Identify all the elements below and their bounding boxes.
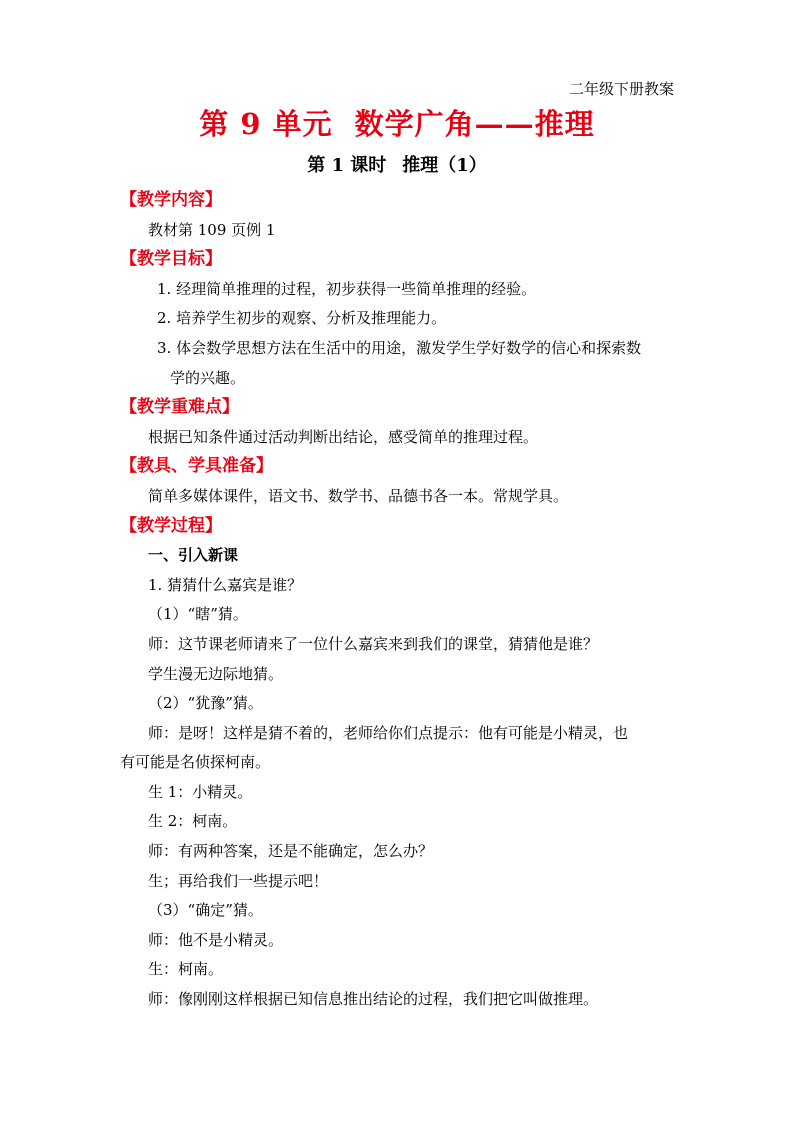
lesson-title	[0, 153, 794, 179]
section-heading-key-points: 【教学重难点】	[120, 397, 239, 418]
section-heading-materials: 【教具、学具准备】	[120, 456, 273, 477]
lesson-name: 推理（1）	[402, 155, 487, 176]
materials-text: 简单多媒体课件，语文书、数学书、品德书各一本。常规学具。	[148, 486, 569, 505]
process-line: 1. 猜猜什么嘉宾是谁？	[148, 575, 303, 594]
goal-item-continuation: 学的兴趣。	[170, 368, 246, 387]
process-line: 生 2：柯南。	[148, 812, 238, 831]
process-line-continuation: 有可能是名侦探柯南。	[120, 753, 271, 772]
section-heading-process: 【教学过程】	[120, 515, 222, 536]
process-subheading: 一、引入新课	[148, 546, 239, 565]
unit-number: 第 9 单元	[199, 107, 333, 141]
process-line: 学生漫无边际地猜。	[148, 664, 284, 683]
process-line: （1）“瞎”猜。	[148, 605, 248, 624]
key-points-text: 根据已知条件通过活动判断出结论，感受简单的推理过程。	[148, 427, 539, 446]
lesson-number: 第 1 课时	[307, 155, 387, 176]
process-line: 生：柯南。	[148, 960, 224, 979]
goal-item: 1. 经理简单推理的过程，初步获得一些简单推理的经验。	[157, 279, 537, 298]
goal-item: 3. 体会数学思想方法在生活中的用途，激发学生学好数学的信心和探索数	[157, 338, 642, 357]
process-line: 师：他不是小精灵。	[148, 930, 284, 949]
process-line: 师：是呀！这样是猜不着的，老师给你们点提示：他有可能是小精灵，也	[148, 723, 629, 742]
process-line: （2）“犹豫”猜。	[148, 694, 263, 713]
process-line: （3）“确定”猜。	[148, 901, 263, 920]
grade-label: 二年级下册教案	[568, 80, 674, 98]
goal-item: 2. 培养学生初步的观察、分析及推理能力。	[157, 309, 447, 328]
process-line: 师：有两种答案，还是不能确定，怎么办？	[148, 842, 434, 861]
lesson-body	[120, 186, 680, 1015]
process-line: 师：这节课老师请来了一位什么嘉宾来到我们的课堂，猜猜他是谁？	[148, 634, 599, 653]
unit-name: 数学广角——推理	[354, 107, 595, 141]
content-text: 教材第 109 页例 1	[148, 220, 276, 239]
process-line: 生；再给我们一些提示吧！	[148, 871, 329, 890]
unit-title	[0, 104, 794, 144]
section-heading-goals: 【教学目标】	[120, 249, 222, 270]
process-line: 生 1：小精灵。	[148, 782, 253, 801]
section-heading-content: 【教学内容】	[120, 190, 222, 210]
process-line: 师：像刚刚这样根据已知信息推出结论的过程，我们把它叫做推理。	[148, 990, 599, 1009]
